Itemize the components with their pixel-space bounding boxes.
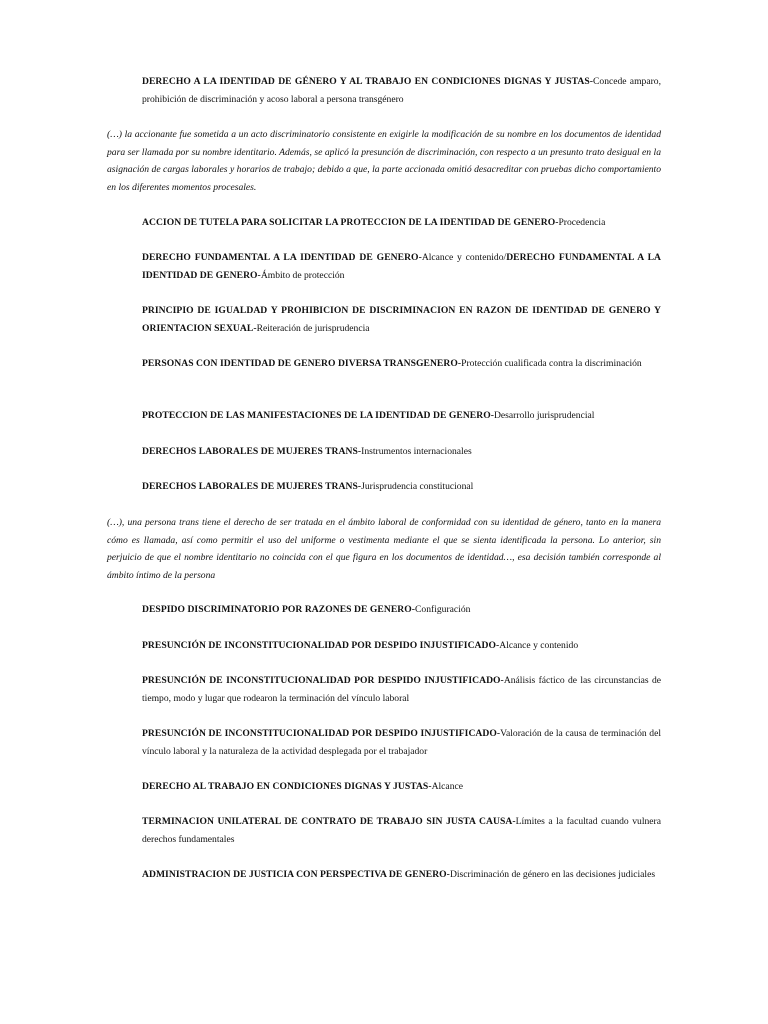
entry-title-secondary: DERECHO FUNDAMENTAL A LA IDENTIDAD DE GENERO- (142, 252, 662, 281)
entry-text: Desarrollo jurisprudencial (493, 410, 595, 421)
entry-title: ADMINISTRACION DE JUSTICIA CON PERSPECTIVA DE GENERO- (142, 869, 450, 880)
quote-persona-trans: (…), una persona trans tiene el derecho de ser tratada en el ámbito laboral de conformidad con su identidad de género, tanto en la manera cómo es llamada, así como permitir el uso del uniforme o vestimenta mediante el que se sienta identificada la persona. Lo anterior, sin perjuicio de que el nombre identitario no coincida con el que figura en los documentos de identidad…, esa decisión también corresponde al ámbito íntimo de la persona (107, 517, 661, 581)
entry-proteccion-manifestaciones (142, 407, 661, 425)
entry-text: Discriminación de género en las decisiones judiciales (449, 869, 656, 880)
entry-title: PERSONAS CON IDENTIDAD DE GENERO DIVERSA TRANSGENERO- (142, 358, 462, 369)
entry-text: Alcance y contenido (499, 640, 579, 651)
entry-title: DESPIDO DISCRIMINATORIO POR RAZONES DE GENERO- (142, 604, 416, 615)
entry-text: Límites a la facultad cuando vulnera derechos fundamentales (142, 816, 661, 845)
entry-presuncion-alcance (142, 637, 661, 655)
entry-terminacion-unilateral (142, 813, 661, 848)
entry-title: PRESUNCIÓN DE INCONSTITUCIONALIDAD POR DESPIDO INJUSTIFICADO- (142, 675, 504, 686)
entry-text: Alcance y contenido/ (421, 252, 507, 263)
entry-administracion-justicia (142, 866, 661, 884)
entry-personas-transgenero (142, 355, 661, 373)
entry-text-secondary: Ámbito de protección (260, 269, 345, 281)
entry-title: DERECHOS LABORALES DE MUJERES TRANS- (142, 481, 362, 492)
entry-title: PRESUNCIÓN DE INCONSTITUCIONALIDAD POR DESPIDO INJUSTIFICADO- (142, 728, 501, 739)
entry-title: TERMINACION UNILATERAL DE CONTRATO DE TRABAJO SIN JUSTA CAUSA- (142, 816, 516, 827)
entry-presuncion-analisis (142, 672, 661, 707)
entry-text: Procedencia (558, 217, 606, 228)
entry-presuncion-valoracion (142, 725, 661, 760)
entry-text: Alcance (431, 781, 464, 792)
entry-text: Valoración de la causa de terminación del vínculo laboral y la naturaleza de la actividad desplegada por el trabajador (142, 728, 662, 757)
entry-title: DERECHO AL TRABAJO EN CONDICIONES DIGNAS Y JUSTAS- (142, 781, 432, 792)
entry-text: Reiteración de jurisprudencia (256, 322, 370, 334)
entry-derechos-laborales-jurisprudencia (142, 478, 661, 496)
entry-derecho-trabajo-condiciones (142, 778, 661, 796)
entry-text: Concede amparo, prohibición de discriminación y acoso laboral a persona transgénero (142, 76, 661, 105)
entry-title: PROTECCION DE LAS MANIFESTACIONES DE LA IDENTIDAD DE GENERO- (142, 410, 494, 421)
entry-text: Análisis fáctico de las circunstancias de tiempo, modo y lugar que rodearon la terminación del vínculo laboral (142, 675, 661, 704)
entry-derecho-fundamental-identidad (142, 249, 661, 284)
entry-identidad-genero-trabajo (142, 73, 661, 108)
entry-text: Instrumentos internacionales (361, 446, 472, 457)
entry-accion-tutela (142, 214, 661, 232)
entry-text: Jurisprudencia constitucional (361, 481, 474, 492)
entry-title: DERECHOS LABORALES DE MUJERES TRANS- (142, 446, 362, 457)
entry-title: PRINCIPIO DE IGUALDAD Y PROHIBICION DE DISCRIMINACION EN RAZON DE IDENTIDAD DE GENERO Y ORIENTACION SEXUAL- (142, 305, 661, 334)
entry-derechos-laborales-instrumentos (142, 443, 661, 461)
entry-title: PRESUNCIÓN DE INCONSTITUCIONALIDAD POR DESPIDO INJUSTIFICADO- (142, 640, 500, 651)
entry-principio-igualdad (142, 302, 661, 337)
entry-title: DERECHO FUNDAMENTAL A LA IDENTIDAD DE GENERO- (142, 252, 422, 263)
entry-title: ACCION DE TUTELA PARA SOLICITAR LA PROTECCION DE LA IDENTIDAD DE GENERO- (142, 217, 559, 228)
entry-text: Protección cualificada contra la discriminación (461, 358, 642, 369)
entry-despido-discriminatorio (142, 601, 661, 619)
quote-accionante: (…) la accionante fue sometida a un acto discriminatorio consistente en exigirle la modificación de su nombre en los documentos de identidad para ser llamada por su nombre identitario. Además, se aplicó la presunción de discriminación, con respecto a un presunto trato desigual en la asignación de cargas laborales y horarios de trabajo; debido a que, la parte accionada omitió desacreditar con pruebas dicho comportamiento en los diferentes momentos procesales. (107, 129, 661, 193)
entry-title: DERECHO A LA IDENTIDAD DE GÉNERO Y AL TRABAJO EN CONDICIONES DIGNAS Y JUSTAS- (142, 76, 593, 87)
entry-text: Configuración (415, 604, 471, 615)
